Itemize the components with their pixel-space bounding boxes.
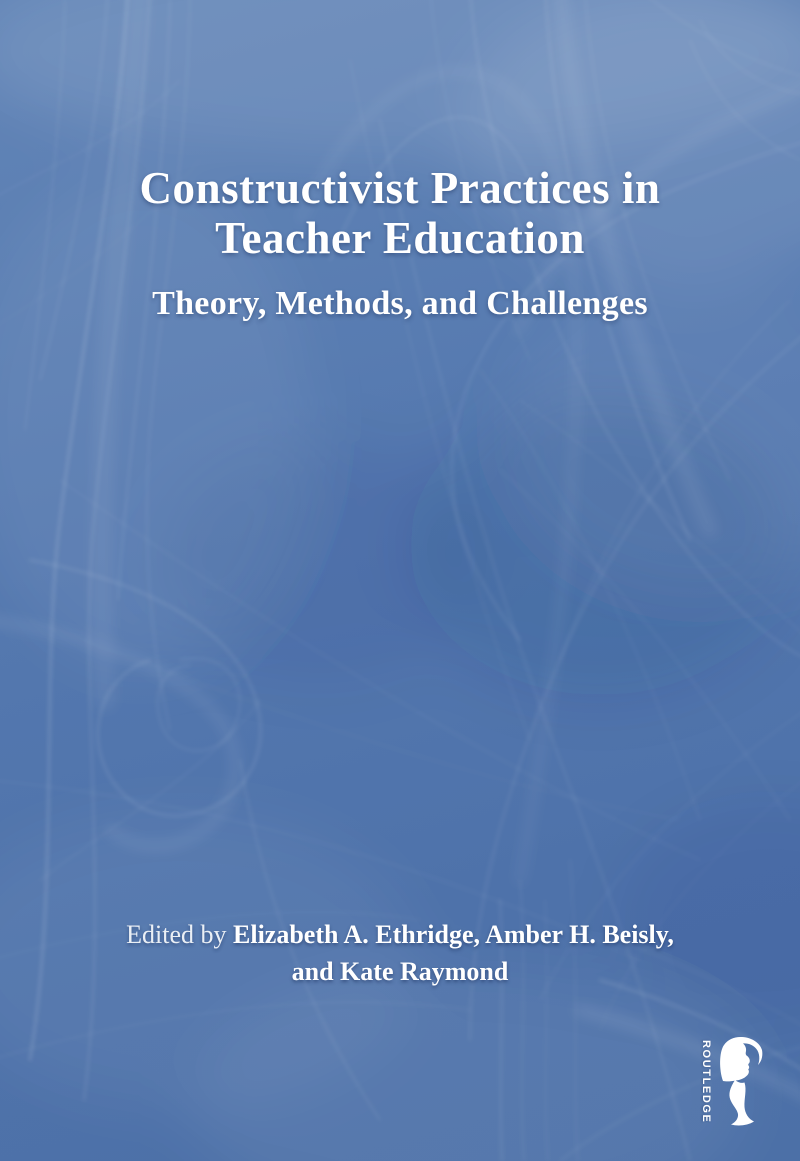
editors-block bbox=[0, 916, 800, 990]
routledge-wordmark: ROUTLEDGE bbox=[700, 1040, 712, 1124]
editor-names-line-1: Elizabeth A. Ethridge, Amber H. Beisly, bbox=[233, 920, 674, 949]
book-subtitle: Theory, Methods, and Challenges bbox=[152, 285, 648, 322]
title-line-1: Constructivist Practices in bbox=[139, 163, 661, 213]
editor-names-line-2: and Kate Raymond bbox=[291, 957, 509, 986]
routledge-logo bbox=[700, 1036, 767, 1128]
editors-line-1 bbox=[0, 916, 800, 953]
book-title bbox=[0, 163, 800, 263]
title-block bbox=[0, 163, 800, 323]
edited-by-label: Edited by bbox=[126, 920, 234, 949]
routledge-r-face-icon bbox=[715, 1036, 767, 1128]
title-line-2: Teacher Education bbox=[215, 213, 585, 263]
